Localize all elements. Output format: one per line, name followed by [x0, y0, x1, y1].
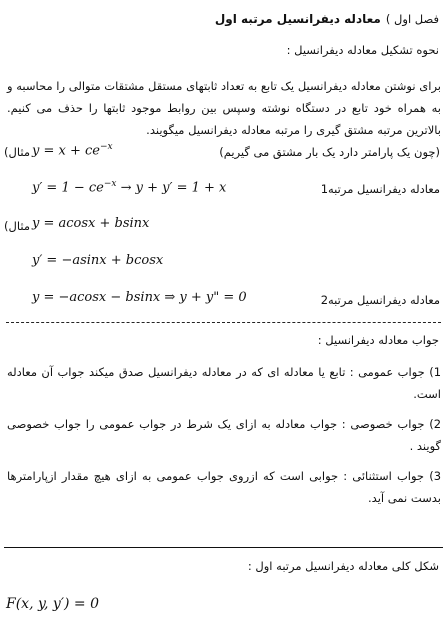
example2-derivative1: y′ = −asinx + bcosx [32, 253, 164, 268]
formation-subheading: نحوه تشکیل معادله دیفرانسیل : [286, 43, 439, 57]
chapter-heading [9, 8, 439, 29]
example1-equation: $y = x + ce^{-x}$ [32, 142, 113, 159]
example1-row [4, 142, 444, 164]
example2-derivative2-row [4, 290, 444, 312]
answer-item-particular: 2) جواب خصوصی : جواب معادله به ازای یک شرط در جواب عمومی را جواب خصوصی گویند . [7, 417, 442, 453]
example1-derivative: $y' = 1 - ce^{-x} \to y + y' = 1 + x$ [32, 179, 227, 196]
dashed-divider [6, 322, 441, 323]
chapter-title: معادله دیفرانسیل مرتبه اول [214, 12, 381, 26]
example1-note: (چون یک پارامتر دارد یک بار مشتق می گیریم) [219, 145, 440, 159]
example1-derivative-row [4, 179, 444, 201]
answers-subheading: جواب معادله دیفرانسیل : [317, 333, 439, 347]
answer-item-singular: 3) جواب استثنائی : جوابی است که ازروی جواب عمومی به ازای هیچ مقدار ازپارامترها بدست نمی آید. [7, 469, 442, 505]
example2-label: (مثال [4, 219, 30, 233]
example1-label: (مثال [4, 145, 30, 159]
answers-list [7, 361, 441, 509]
example2-derivative2: y = −acosx − bsinx ⇒ y + y" = 0 [32, 290, 247, 305]
example2-equation: y = acosx + bsinx [32, 216, 150, 231]
chapter-label: فصل اول ) [385, 12, 439, 26]
general-form-subheading: شکل کلی معادله دیفرانسیل مرتبه اول : [247, 559, 439, 573]
general-form-equation: F(x, y, y′) = 0 [6, 596, 100, 612]
solid-divider [4, 547, 443, 548]
example2-order-label: معادله دیفرانسیل مرتبه2 [320, 293, 440, 307]
formation-paragraph: برای نوشتن معادله دیفرانسیل یک تابع به تعداد ثابتهای مستقل مشتقات متوالی را محاسبه و به همراه خود تابع در دستگاه نوشته وسپس بین روابط موجود ثابتها را حذف می کنیم. بالاترین مرتبه مشتق گیری را مرتبه معادله دیفرانسیل میگویند. [7, 79, 441, 137]
example2-derivative1-row [4, 253, 444, 275]
example2-row [4, 216, 444, 238]
answer-item-general: 1) جواب عمومی : تابع یا معادله ای که در معادله دیفرانسیل صدق میکند جواب آن معادله است. [7, 365, 442, 401]
example1-order-label: معادله دیفرانسیل مرتبه1 [320, 182, 440, 196]
